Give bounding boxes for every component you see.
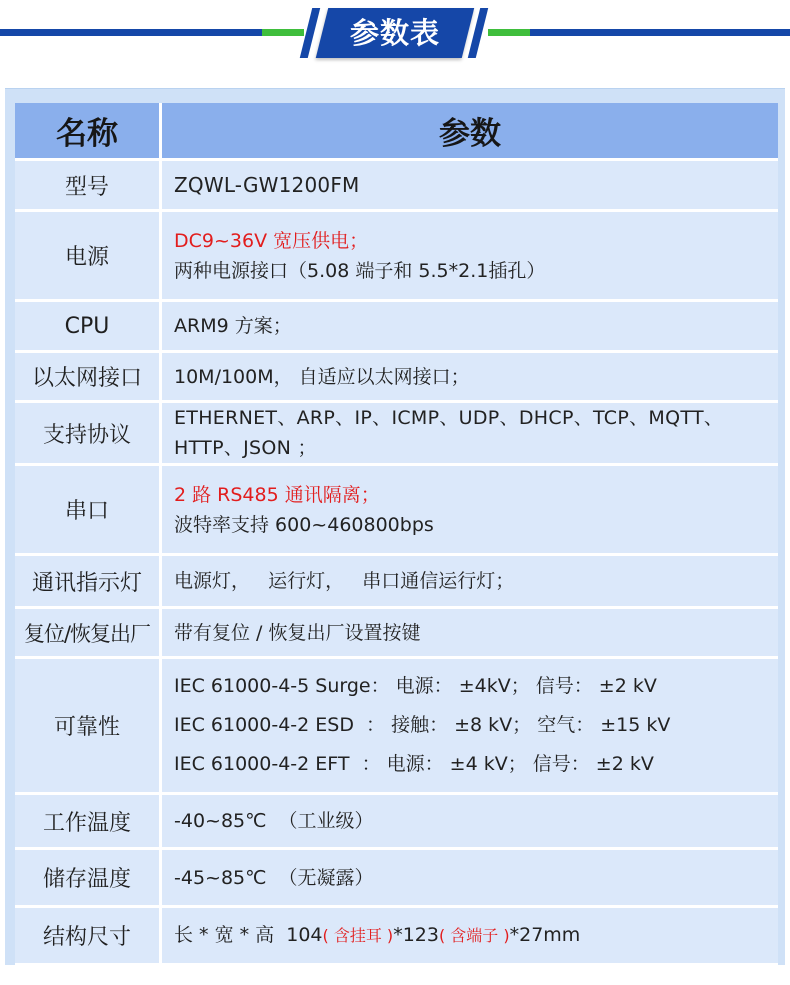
serial-line-1: 2 路 RS485 通讯隔离； <box>174 483 380 506</box>
table-row <box>15 403 778 466</box>
row-value-model: ZQWL-GW1200FM <box>162 161 778 212</box>
table-row <box>15 795 778 850</box>
banner-line-left <box>0 29 270 36</box>
row-value-ethernet: 10M/100M， 自适应以太网接口； <box>162 353 778 403</box>
table-row <box>15 212 778 302</box>
header-value-cell: 参数 <box>162 103 778 161</box>
size-note-1: ( 含挂耳 ) <box>322 926 394 945</box>
row-value-work-temp: -40~85℃ （工业级） <box>162 795 778 850</box>
row-name-size: 结构尺寸 <box>15 908 162 966</box>
row-value-serial <box>162 466 778 556</box>
header-name-cell: 名称 <box>15 103 162 161</box>
table-row <box>15 850 778 908</box>
row-value-reliability <box>162 659 778 795</box>
table-row <box>15 353 778 403</box>
reliability-line-1: IEC 61000-4-5 Surge： 电源： ±4kV； 信号： ±2 kV <box>174 675 657 697</box>
row-value-indicator: 电源灯， 运行灯， 串口通信运行灯； <box>162 556 778 609</box>
row-name-serial: 串口 <box>15 466 162 556</box>
row-name-cpu: CPU <box>15 302 162 353</box>
spec-panel <box>5 88 785 965</box>
row-value-cpu: ARM9 方案； <box>162 302 778 353</box>
table-row <box>15 556 778 609</box>
reliability-line-3: IEC 61000-4-2 EFT ： 电源： ±4 kV； 信号： ±2 kV <box>174 753 654 775</box>
power-line-1: DC9~36V 宽压供电； <box>174 229 369 252</box>
size-part-2: *123 <box>393 924 439 946</box>
table-row <box>15 908 778 966</box>
size-part-3: *27mm <box>509 924 581 946</box>
table-row <box>15 302 778 353</box>
row-name-protocol: 支持协议 <box>15 403 162 466</box>
size-note-2: ( 含端子 ) <box>438 926 510 945</box>
reliability-line-2: IEC 61000-4-2 ESD ： 接触： ±8 kV； 空气： ±15 kV <box>174 714 671 736</box>
row-value-protocol: ETHERNET、ARP、IP、ICMP、UDP、DHCP、TCP、MQTT、HTTP、JSON ； <box>162 403 778 466</box>
row-name-reset: 复位/恢复出厂 <box>15 609 162 659</box>
spec-table <box>15 103 778 966</box>
row-value-size <box>162 908 778 966</box>
row-name-indicator: 通讯指示灯 <box>15 556 162 609</box>
row-name-reliability: 可靠性 <box>15 659 162 795</box>
table-row <box>15 466 778 556</box>
size-part-1: 长 * 宽 * 高 104 <box>174 924 323 946</box>
table-row <box>15 609 778 659</box>
row-value-power <box>162 212 778 302</box>
title-banner <box>0 0 790 70</box>
row-name-store-temp: 储存温度 <box>15 850 162 908</box>
table-row <box>15 659 778 795</box>
page-title: 参数表 <box>349 16 440 50</box>
banner-accent-right <box>488 29 530 36</box>
power-line-2: 两种电源接口（5.08 端子和 5.5*2.1插孔） <box>174 259 546 282</box>
row-value-reset: 带有复位 / 恢复出厂设置按键 <box>162 609 778 659</box>
banner-line-right <box>520 29 790 36</box>
row-name-work-temp: 工作温度 <box>15 795 162 850</box>
row-name-ethernet: 以太网接口 <box>15 353 162 403</box>
table-row <box>15 161 778 212</box>
row-value-store-temp: -45~85℃ （无凝露） <box>162 850 778 908</box>
serial-line-2: 波特率支持 600~460800bps <box>174 513 434 536</box>
row-name-model: 型号 <box>15 161 162 212</box>
row-name-power: 电源 <box>15 212 162 302</box>
table-header-row <box>15 103 778 161</box>
banner-accent-left <box>262 29 304 36</box>
